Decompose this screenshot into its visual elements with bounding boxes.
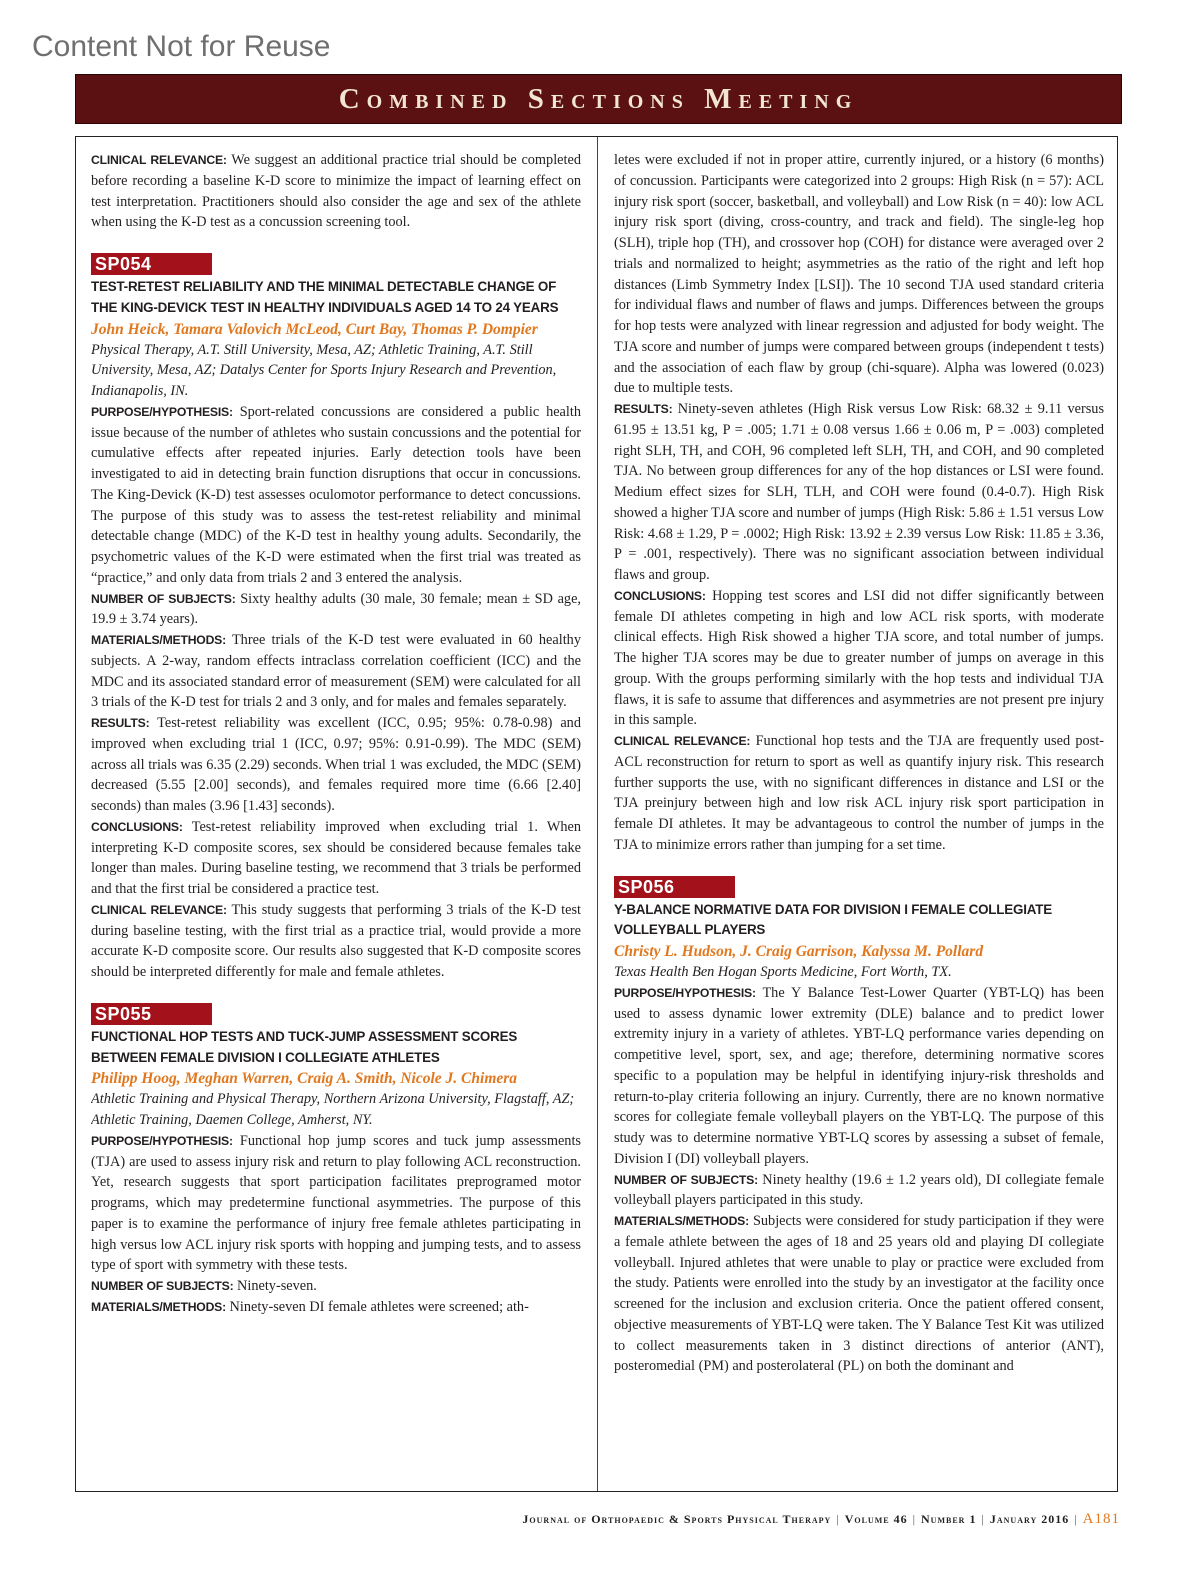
banner-title: Combined Sections Meeting	[338, 82, 859, 115]
abstract-title: FUNCTIONAL HOP TESTS AND TUCK-JUMP ASSESSMENT SCORES BETWEEN FEMALE DIVISION I COLLEGIATE ATHLETES	[91, 1028, 518, 1065]
section-label: MATERIALS/METHODS:	[91, 1299, 226, 1314]
abstract-section	[614, 731, 1104, 856]
abstract-section	[91, 1131, 581, 1276]
intro-paragraph	[91, 150, 581, 233]
section-text: Ninety healthy (19.6 ± 1.2 years old), DI collegiate female volleyball players participated in this study.	[614, 1171, 1104, 1209]
abstract-section	[91, 630, 581, 713]
abstract-affiliation: Texas Health Ben Hogan Sports Medicine, Fort Worth, TX.	[614, 964, 952, 980]
abstract-section	[614, 399, 1104, 586]
section-text: Functional hop jump scores and tuck jump assessments (TJA) are used to assess injury risk and return to play following ACL reconstruction. Yet, research suggests that sport participation facilitates preprogramed motor programs, which may predetermine functional asymmetries. The purpose of this paper is to examine the performance of injury free female athletes participating in high versus low ACL injury risk sports with hopping and jumping tests, and to assess type of sport with symmetry with these tests.	[91, 1132, 581, 1274]
footer-separator: |	[912, 1512, 916, 1526]
section-label: PURPOSE/HYPOTHESIS:	[91, 1133, 233, 1148]
section-text: The Y Balance Test-Lower Quarter (YBT-LQ) has been used to assess dynamic lower extremity (DLE) balance and to predict lower extremity injury in a variety of athletes. YBT-LQ performance varies depending on competitive level, sport, sex, and age; therefore, determining normative scores specific to a population may be helpful in identifying injury-risk thresholds and return-to-play criteria following an injury. Currently, there are no known normative scores for collegiate female volleyball players on the YBT-LQ. The purpose of this study was to determine normative YBT-LQ scores by assessing a subset of female, Division I (DI) volleyball players.	[614, 984, 1104, 1167]
section-banner	[75, 74, 1122, 124]
abstract-affiliation: Athletic Training and Physical Therapy, Northern Arizona University, Flagstaff, AZ; Athletic Training, Daemen College, Amherst, NY.	[91, 1091, 575, 1128]
section-label: CLINICAL RELEVANCE:	[91, 153, 227, 167]
abstract-section	[91, 713, 581, 817]
footer-separator: |	[836, 1512, 840, 1526]
section-label: RESULTS:	[614, 402, 673, 416]
section-label: RESULTS:	[91, 716, 150, 730]
section-label: MATERIALS/METHODS:	[614, 1214, 749, 1228]
abstract-code-badge: SP055	[91, 1003, 212, 1025]
page-footer	[522, 1511, 1120, 1528]
footer-page-number: A181	[1082, 1511, 1120, 1527]
section-text: Sport-related concussions are considered a public health issue because of the number of athletes who sustain concussions and the potential for cumulative effects after repeated injuries. Early detection tools have been investigated to aid in detecting brain function disruptions that occur in concussions. The King-Devick (K-D) test assesses oculomotor performance to detect concussions. The purpose of this study was to assess the test-retest reliability and minimal detectable change (MDC) of the K-D test in healthy young adults. Secondarily, the psychometric values of the K-D were estimated when the first trial was treated as “practice,” and only data from trials 2 and 3 entered the analysis.	[91, 403, 581, 586]
abstract-title: TEST-RETEST RELIABILITY AND THE MINIMAL DETECTABLE CHANGE OF THE KING-DEVICK TEST IN HEALTHY INDIVIDUALS AGED 14 TO 24 YEARS	[91, 279, 559, 315]
continued-paragraph: letes were excluded if not in proper attire, currently injured, or a history (6 months) of concussion. Participants were categorized into 2 groups: High Risk (n = 57): ACL injury risk sport (soccer, basketball, and volleyball) and Low Risk (n = 40): low ACL injury risk sport (diving, cross-country, and track and field). The single-leg hop (SLH), triple hop (TH), and crossover hop (COH) for distance were averaged over 2 trials and normalized to height; asymmetries as the ratio of the right and left hop distances (Limb Symmetry Index [LSI]). The 10 second TJA used standard criteria for individual flaws and number of flaws and jumps. Differences between the groups for hop tests were analyzed with linear regression and adjusted for body weight. The TJA score and number of jumps were compared between groups (independent t tests) and the association of each flaw by group (chi-square). Alpha was lowered (0.023) due to multiple tests.	[614, 152, 1104, 397]
section-label: NUMBER OF SUBJECTS:	[91, 1279, 234, 1293]
section-label: CLINICAL RELEVANCE:	[91, 902, 227, 917]
section-label: NUMBER OF SUBJECTS:	[91, 591, 236, 606]
section-text: Hopping test scores and LSI did not differ significantly between female DI athletes competing in high and low ACL risk sports, with moderate clinical effects. High Risk showed a higher TJA score, and total number of jumps. The higher TJA scores may be due to greater number of jumps on average in this group. With the groups performing similarly with the hop tests and individual TJA flaws, it is safe to assume that differences and asymmetries are not present pre injury in this sample.	[614, 587, 1104, 729]
left-column	[91, 150, 581, 1485]
section-label: PURPOSE/HYPOTHESIS:	[614, 985, 756, 1000]
section-label: NUMBER OF SUBJECTS:	[614, 1172, 758, 1187]
footer-number: Number 1	[921, 1512, 977, 1526]
section-text: We suggest an additional practice trial should be completed before recording a baseline K-D score to minimize the impact of learning effect on test interpretation. Practitioners should also consider the age and sex of the athlete when using the K-D test as a concussion screening tool.	[91, 152, 581, 231]
footer-date: January 2016	[989, 1512, 1070, 1526]
footer-volume: Volume 46	[844, 1512, 908, 1526]
footer-separator: |	[981, 1512, 985, 1526]
section-label: CONCLUSIONS:	[91, 819, 183, 834]
abstract-section	[614, 586, 1104, 731]
abstract-section	[91, 589, 581, 631]
section-label: CLINICAL RELEVANCE:	[614, 734, 751, 748]
footer-journal: Journal of Orthopaedic & Sports Physical Therapy	[522, 1512, 832, 1526]
abstract-authors: Christy L. Hudson, J. Craig Garrison, Kalyssa M. Pollard	[614, 943, 984, 960]
section-label: PURPOSE/HYPOTHESIS:	[91, 404, 233, 419]
abstract-authors: Philipp Hoog, Meghan Warren, Craig A. Smith, Nicole J. Chimera	[91, 1070, 518, 1088]
section-text: Test-retest reliability was excellent (ICC, 0.95; 95%: 0.78-0.98) and improved when excluding trial 1 (ICC, 0.97; 95%: 0.91-0.99). The MDC (SEM) across all trials was 6.35 (2.29) seconds. When trial 1 was excluded, the MDC (SEM) decreased (5.55 [2.00] seconds), and females required more time (6.66 [2.40] seconds) than males (3.96 [1.43] seconds).	[91, 715, 581, 814]
section-text: Functional hop tests and the TJA are frequently used post-ACL reconstruction for return to sport as well as quantify injury risk. This research further supports the use, with no significant differences in distance and LSI or the TJA preinjury between high and low risk ACL injury risk sport participation in female DI athletes. It may be advantageous to control the number of jumps in the TJA to minimize errors rather than jumping for a set time.	[614, 733, 1104, 853]
abstract-section	[91, 402, 581, 589]
footer-separator: |	[1074, 1512, 1078, 1526]
section-text: Subjects were considered for study participation if they were a female athlete between the ages of 18 and 25 years old and playing DI collegiate volleyball. Injured athletes that were unable to play or practice were excluded from the study. Patients were enrolled into the study by an investigator at the facility once screened for the inclusion and exclusion criteria. Once the patient offered consent, objective measurements of YBT-LQ were taken. The Y Balance Test Kit was utilized to collect measurements taken in 3 distinct directions of anterior (ANT), posteromedial (PM) and posterolateral (PL) on both the dominant and	[614, 1213, 1104, 1375]
abstract-title: Y-BALANCE NORMATIVE DATA FOR DIVISION I FEMALE COLLEGIATE VOLLEYBALL PLAYERS	[614, 901, 1052, 938]
section-label: MATERIALS/METHODS:	[91, 633, 226, 647]
abstract-authors: John Heick, Tamara Valovich McLeod, Curt Bay, Thomas P. Dompier	[91, 320, 538, 338]
section-label: CONCLUSIONS:	[614, 588, 706, 603]
section-text: Ninety-seven.	[237, 1278, 317, 1294]
section-text: Three trials of the K-D test were evaluated in 60 healthy subjects. A 2-way, random effects intraclass correlation coefficient (ICC) and the MDC and its associated standard error of measurement (SEM) were calculated for all 3 trials of the K-D test for trials 2 and 3 only, and for males and females separately.	[91, 632, 581, 711]
abstract-code-badge: SP056	[614, 876, 735, 898]
section-text: This study suggests that performing 3 trials of the K-D test during baseline testing, with the first trial as a practice trial, would provide a more accurate K-D composite score. Our results also suggested that K-D composite scores should be interpreted differently for male and female athletes.	[91, 901, 581, 980]
section-text: Test-retest reliability improved when excluding trial 1. When interpreting K-D composite scores, sex should be considered because females take longer than males. During baseline testing, we recommend that 3 trials be performed and that the first trial be considered a practice test.	[91, 818, 581, 897]
right-column	[614, 150, 1104, 1485]
abstract-section	[614, 1170, 1104, 1212]
watermark: Content Not for Reuse	[32, 30, 331, 63]
abstract-section	[91, 817, 581, 900]
section-text: Ninety-seven athletes (High Risk versus Low Risk: 68.32 ± 9.11 versus 61.95 ± 13.51 kg, P = .005; 1.71 ± 0.08 versus 1.66 ± 0.06 m, P = .003) completed right SLH, TH, and COH, 96 completed left SLH, TH, and COH, and 90 completed TJA. No between group differences for any of the hop distances or LSI were found. Medium effect sizes for SLH, TLH, and COH were found (0.4-0.7). High Risk showed a higher TJA score and number of jumps (High Risk: 5.86 ± 1.51 versus Low Risk: 4.68 ± 1.29, P = .0002; High Risk: 13.92 ± 2.39 versus Low Risk: 11.85 ± 3.36, P = .001, respectively). There was no significant association between individual flaws and group.	[614, 401, 1104, 583]
section-text: Sixty healthy adults (30 male, 30 female; mean ± SD age, 19.9 ± 3.74 years).	[91, 590, 581, 628]
abstract-section	[91, 900, 581, 983]
abstract-affiliation: Physical Therapy, A.T. Still University, Mesa, AZ; Athletic Training, A.T. Still University, Mesa, AZ; Datalys Center for Sports Injury Research and Prevention, Indianapolis, IN.	[91, 341, 557, 399]
abstract-section	[91, 1297, 581, 1318]
column-divider	[597, 137, 598, 1491]
abstract-section	[614, 1211, 1104, 1377]
abstract-code-badge: SP054	[91, 253, 212, 275]
abstract-section	[91, 1276, 581, 1297]
abstract-section	[614, 983, 1104, 1170]
section-text: Ninety-seven DI female athletes were screened; ath-	[229, 1298, 529, 1315]
